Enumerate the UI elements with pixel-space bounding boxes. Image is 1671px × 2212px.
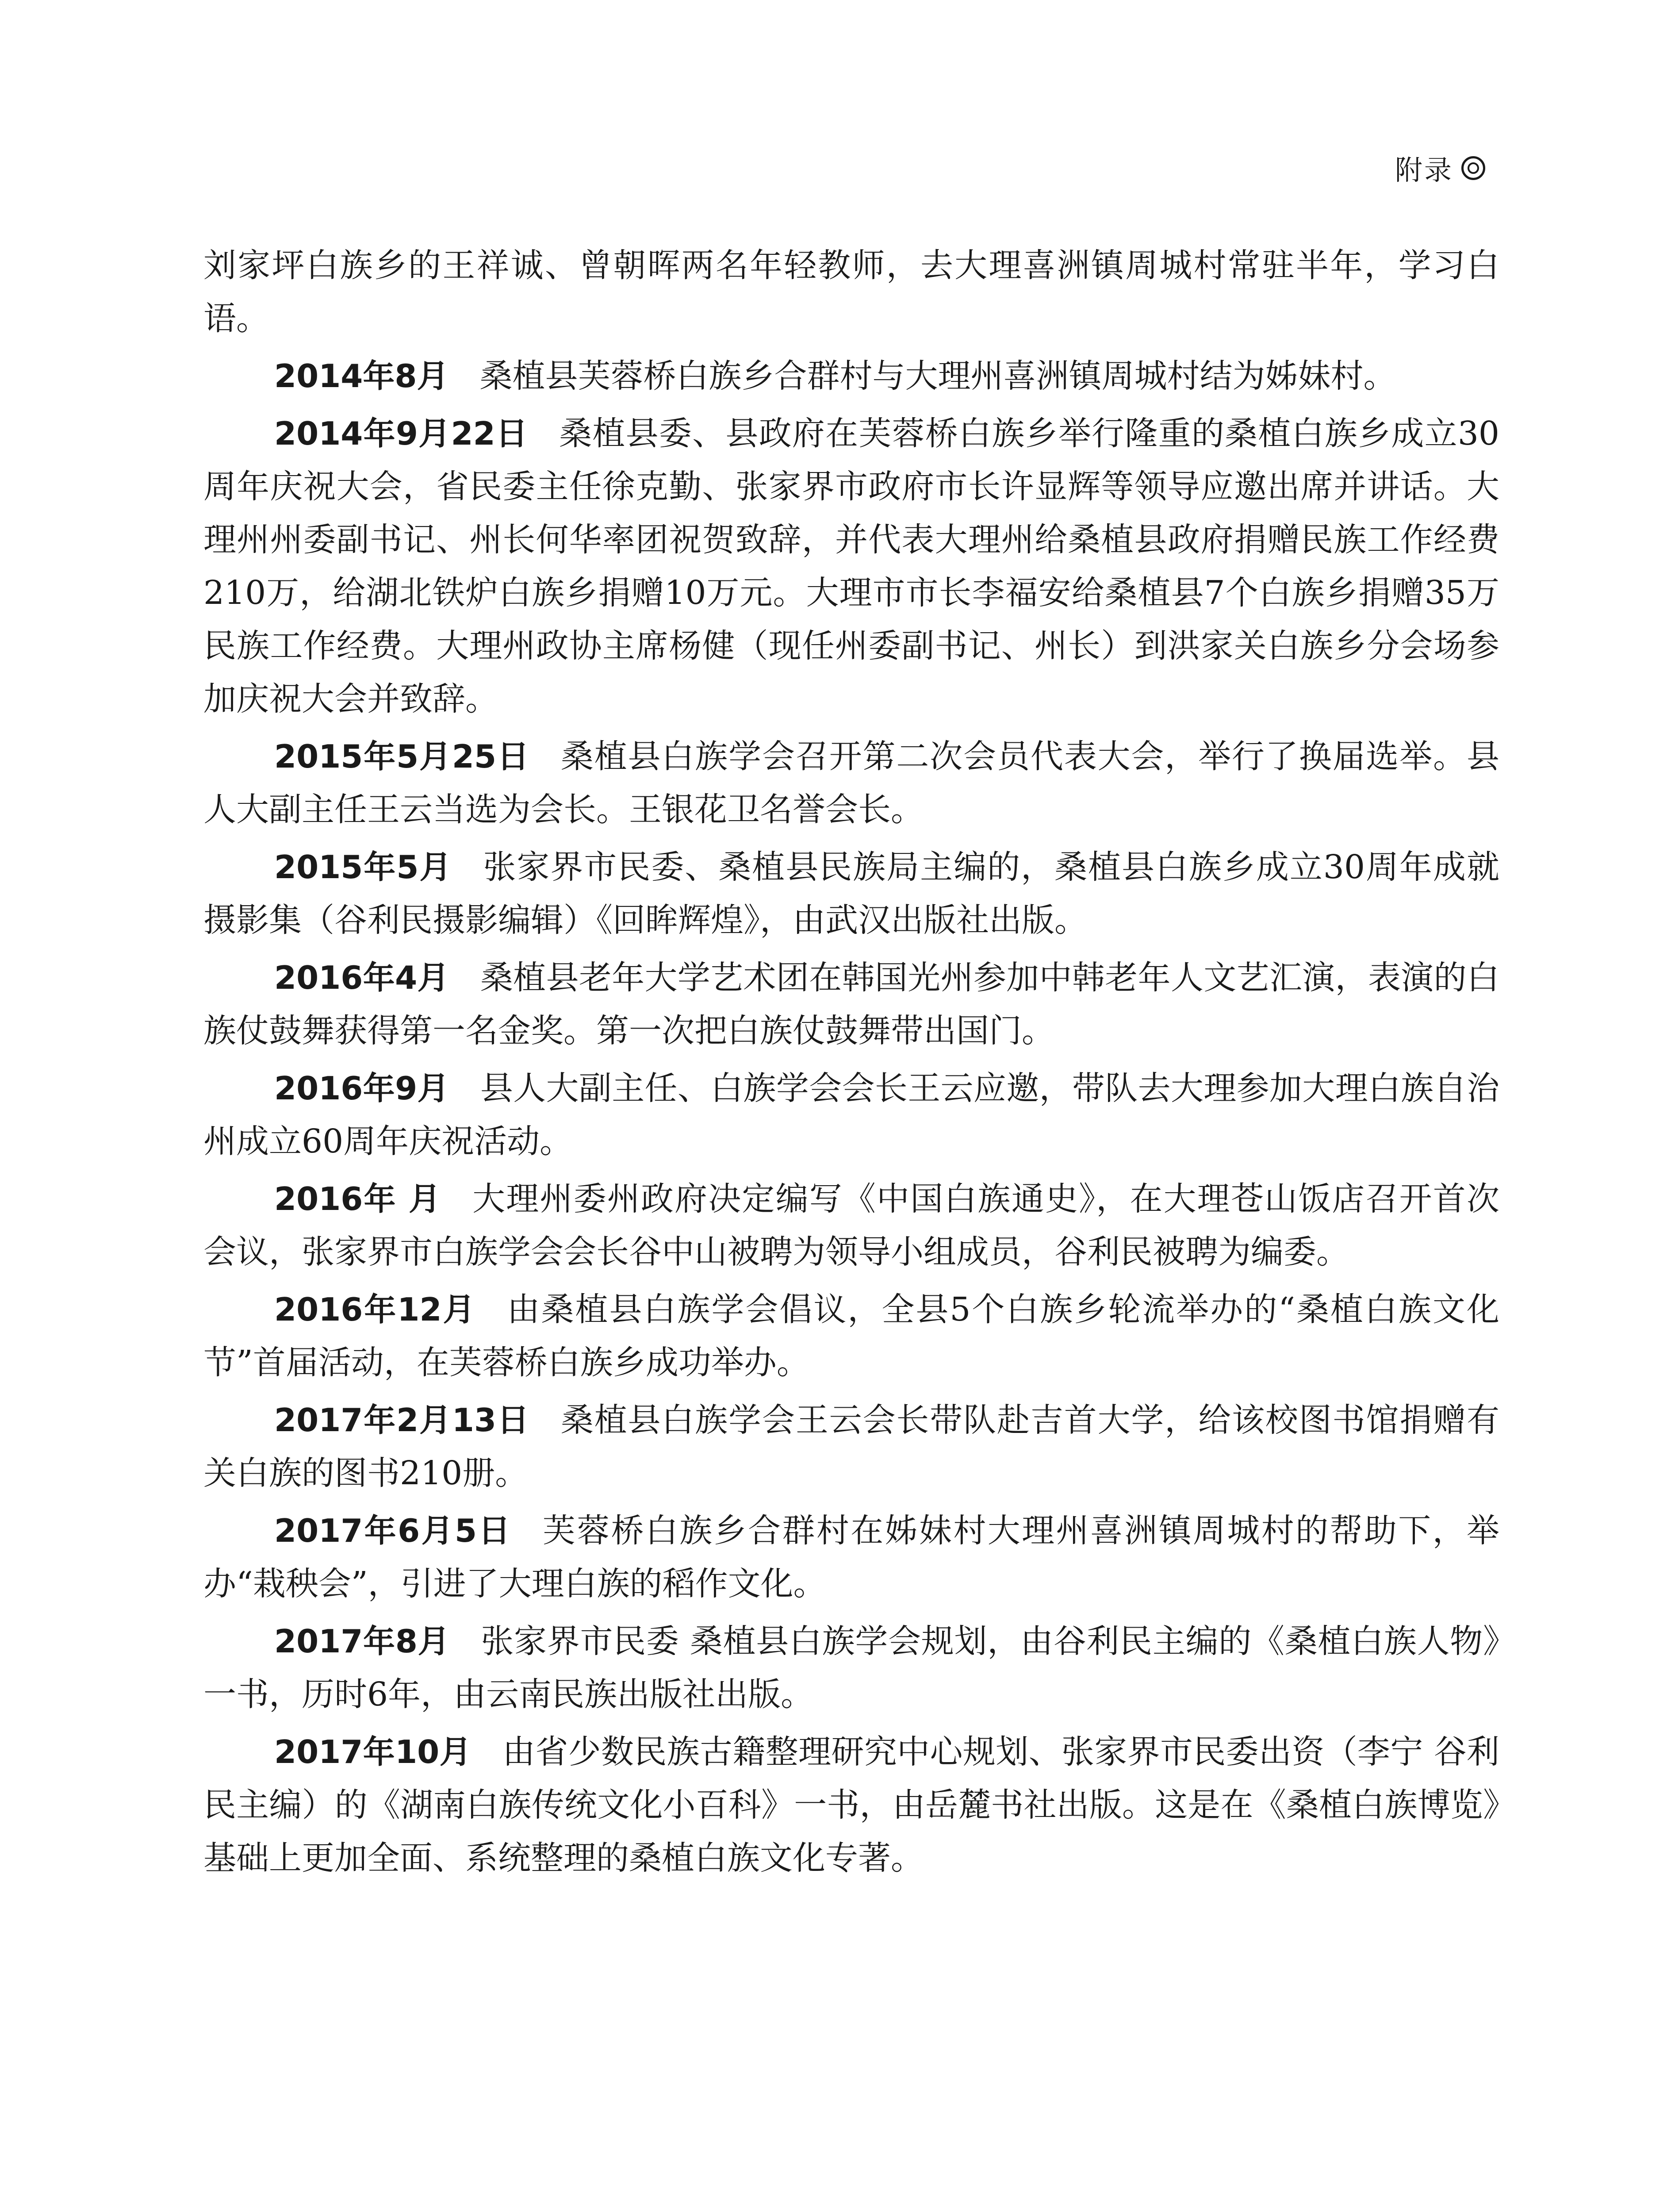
- entry-text: 刘家坪白族乡的王祥诚、曾朝晖两名年轻教师，去大理喜洲镇周城村常驻半年，学习白语。: [203, 246, 1499, 338]
- entry-date: 2016年 月: [274, 1180, 442, 1217]
- chronicle-entry: [203, 1283, 1499, 1389]
- entry-text: 张家界市民委、桑植县民族局主编的，桑植县白族乡成立30周年成就摄影集（谷利民摄影编辑）《回眸辉煌》，由武汉出版社出版。: [203, 848, 1499, 939]
- double-circle-icon: [1461, 156, 1485, 180]
- header-section-title: 附录: [1395, 154, 1453, 186]
- chronicle-entry: [203, 841, 1499, 947]
- entry-text: 桑植县芙蓉桥白族乡合群村与大理州喜洲镇周城村结为姊妹村。: [479, 357, 1396, 395]
- entry-text: 桑植县老年大学艺术团在韩国光州参加中韩老年人文艺汇演，表演的白族仗鼓舞获得第一名金奖。第一次把白族仗鼓舞带出国门。: [203, 959, 1499, 1050]
- chronicle-body: [203, 239, 1499, 1889]
- entry-date: 2015年5月25日: [274, 738, 530, 775]
- entry-date: 2016年9月: [274, 1070, 449, 1107]
- chronicle-entry: [203, 1615, 1499, 1721]
- chronicle-entry: [203, 239, 1499, 345]
- running-header: [1395, 148, 1485, 188]
- entry-date: 2017年2月13日: [274, 1402, 530, 1439]
- entry-date: 2016年4月: [274, 959, 449, 996]
- chronicle-entry: [203, 1062, 1499, 1168]
- chronicle-entry: [203, 1394, 1499, 1500]
- entry-text: 县人大副主任、白族学会会长王云应邀，带队去大理参加大理白族自治州成立60周年庆祝活动。: [203, 1069, 1499, 1160]
- entry-text: 由省少数民族古籍整理研究中心规划、张家界市民委出资（李宁 谷利民主编）的《湖南白族传统文化小百科》一书，由岳麓书社出版。这是在《桑植白族博览》基础上更加全面、系统整理的桑植白族文化专著。: [203, 1733, 1499, 1877]
- chronicle-entry: [203, 1172, 1499, 1279]
- entry-text: 桑植县白族学会王云会长带队赴吉首大学，给该校图书馆捐赠有关白族的图书210册。: [203, 1401, 1500, 1492]
- entry-date: 2015年5月: [274, 849, 452, 886]
- entry-text: 桑植县委、县政府在芙蓉桥白族乡举行隆重的桑植白族乡成立30周年庆祝大会，省民委主任徐克勤、张家界市政府市长许显辉等领导应邀出席并讲话。大理州州委副书记、州长何华率团祝贺致辞，并代表大理州给桑植县政府捐赠民族工作经费210万，给湖北铁炉白族乡捐赠10万元。大理市市长李福安给桑植县7个白族乡捐赠35万民族工作经费。大理州政协主席杨健（现任州委副书记、州长）到洪家关白族乡分会场参加庆祝大会并致辞。: [203, 415, 1499, 718]
- entry-date: 2017年10月: [274, 1733, 471, 1770]
- chronicle-entry: [203, 349, 1499, 403]
- chronicle-entry: [203, 1725, 1499, 1885]
- entry-date: 2014年8月: [274, 357, 449, 395]
- entry-date: 2017年6月5日: [274, 1512, 512, 1549]
- chronicle-entry: [203, 730, 1499, 836]
- chronicle-entry: [203, 1504, 1499, 1610]
- entry-text: 由桑植县白族学会倡议，全县5个白族乡轮流举办的“桑植白族文化节”首届活动，在芙蓉桥白族乡成功举办。: [203, 1290, 1499, 1382]
- entry-date: 2016年12月: [274, 1291, 476, 1328]
- entry-text: 张家界市民委 桑植县白族学会规划，由谷利民主编的《桑植白族人物》一书，历时6年，由云南民族出版社出版。: [203, 1622, 1499, 1713]
- entry-text: 桑植县白族学会召开第二次会员代表大会，举行了换届选举。县人大副主任王云当选为会长。王银花卫名誉会长。: [203, 737, 1500, 829]
- chronicle-entry: [203, 407, 1499, 726]
- entry-text: 芙蓉桥白族乡合群村在姊妹村大理州喜洲镇周城村的帮助下，举办“栽秧会”，引进了大理白族的稻作文化。: [203, 1512, 1499, 1603]
- entry-text: 大理州委州政府决定编写《中国白族通史》，在大理苍山饭店召开首次会议，张家界市白族学会会长谷中山被聘为领导小组成员，谷利民被聘为编委。: [203, 1180, 1499, 1271]
- entry-date: 2014年9月22日: [274, 415, 529, 452]
- entry-date: 2017年8月: [274, 1623, 450, 1660]
- chronicle-entry: [203, 951, 1499, 1057]
